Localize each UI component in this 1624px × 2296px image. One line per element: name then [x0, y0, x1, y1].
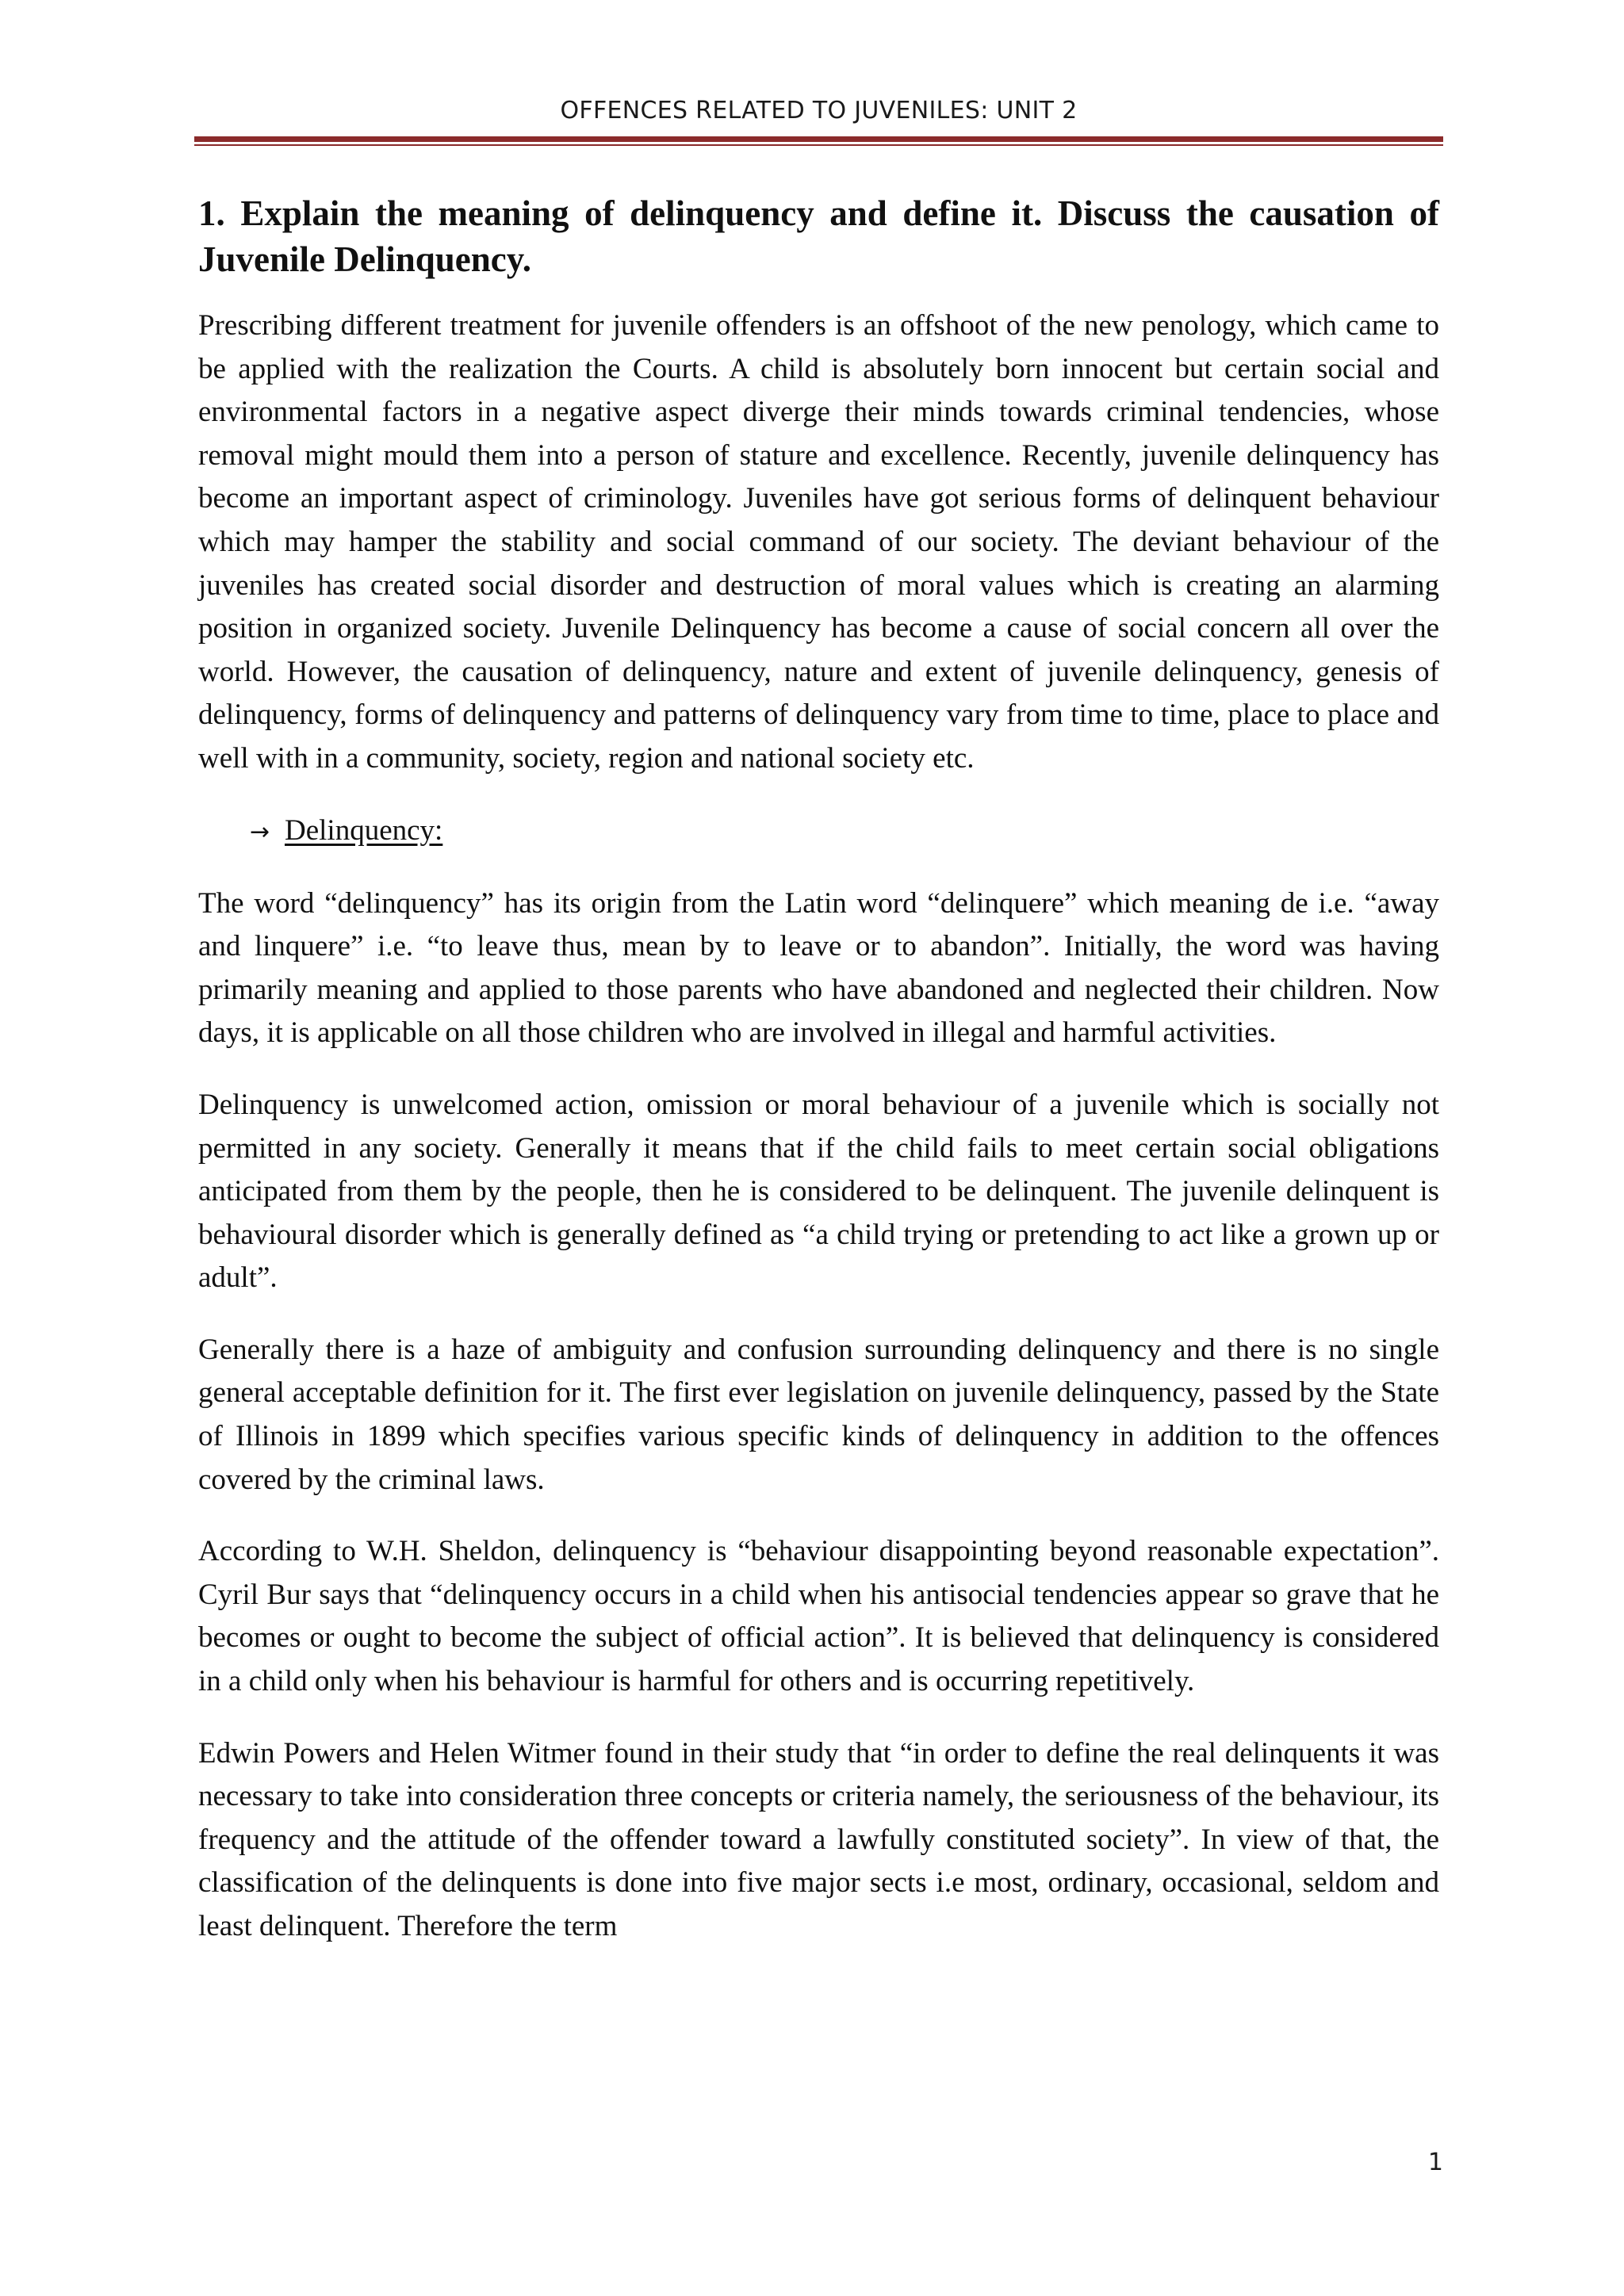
running-header: OFFENCES RELATED TO JUVENILES: UNIT 2	[560, 97, 1078, 124]
question-heading: 1. Explain the meaning of delinquency and define it. Discuss the causation of Juvenile Delinquency.	[198, 193, 1439, 279]
right-arrow-icon: →	[250, 817, 270, 846]
header-divider-thick-line	[194, 136, 1443, 142]
paragraph-ambiguity: Generally there is a haze of ambiguity and confusion surrounding delinquency and there is no single general acceptable definition for it. The first ever legislation on juvenile delinquency, passed by the State of Illinois in 1899 which specifies various specific kinds of delinquency in addition to the offences covered by the criminal laws.	[198, 1333, 1439, 1496]
subheading-label: Delinquency:	[285, 813, 443, 847]
paragraph-sheldon: According to W.H. Sheldon, delinquency is “behaviour disappointing beyond reasonable expectation”. Cyril Bur says that “delinquency occurs in a child when his antisocial tendencies appear so grave that he becomes or ought to become the subject of official action”. It is believed that delinquency is considered in a child only when his behaviour is harmful for others and is occurring repetitively.	[198, 1535, 1439, 1698]
paragraph-intro: Prescribing different treatment for juvenile offenders is an offshoot of the new penology, which came to be applied with the realization the Courts. A child is absolutely born innocent but certain social and environmental factors in a negative aspect diverge their minds towards criminal tendencies, whose removal might mould them into a person of stature and excellence. Recently, juvenile delinquency has become an important aspect of criminology. Juveniles have got serious forms of delinquent behaviour which may hamper the stability and social command of our society. The deviant behaviour of the juveniles has created social disorder and destruction of moral values which is creating an alarming position in organized society. Juvenile Delinquency has become a cause of social concern all over the world. However, the causation of delinquency, nature and extent of juvenile delinquency, genesis of delinquency, forms of delinquency and patterns of delinquency vary from time to time, place to place and well with in a community, society, region and national society etc.	[198, 309, 1439, 775]
header-divider	[194, 136, 1443, 147]
paragraph-powers: Edwin Powers and Helen Witmer found in their study that “in order to define the real delinquents it was necessary to take into consideration three concepts or criteria namely, the seriousness of the behaviour, its frequency and the attitude of the offender toward a lawfully constituted society”. In view of that, the classification of the delinquents is done into five major sects i.e most, ordinary, occasional, seldom and least delinquent. Therefore the term	[198, 1736, 1440, 1942]
page-number: 1	[1427, 2149, 1443, 2176]
header-divider-thin-line	[194, 144, 1443, 146]
paragraph-origin: The word “delinquency” has its origin from the Latin word “delinquere” which meaning de i.e. “away and linquere” i.e. “to leave thus, mean by to leave or to abandon”. Initially, the word was having primarily meaning and applied to those parents who have abandoned and neglected their children. Now days, it is applicable on all those children who are involved in illegal and harmful activities.	[198, 886, 1439, 1050]
main-content	[198, 190, 1439, 1977]
delinquency-subheading	[198, 809, 1439, 854]
paragraph-definition: Delinquency is unwelcomed action, omission or moral behaviour of a juvenile which is socially not permitted in any society. Generally it means that if the child fails to meet certain social obligations anticipated from them by the people, then he is considered to be delinquent. The juvenile delinquent is behavioural disorder which is generally defined as “a child trying or pretending to act like a grown up or adult”.	[198, 1088, 1439, 1295]
